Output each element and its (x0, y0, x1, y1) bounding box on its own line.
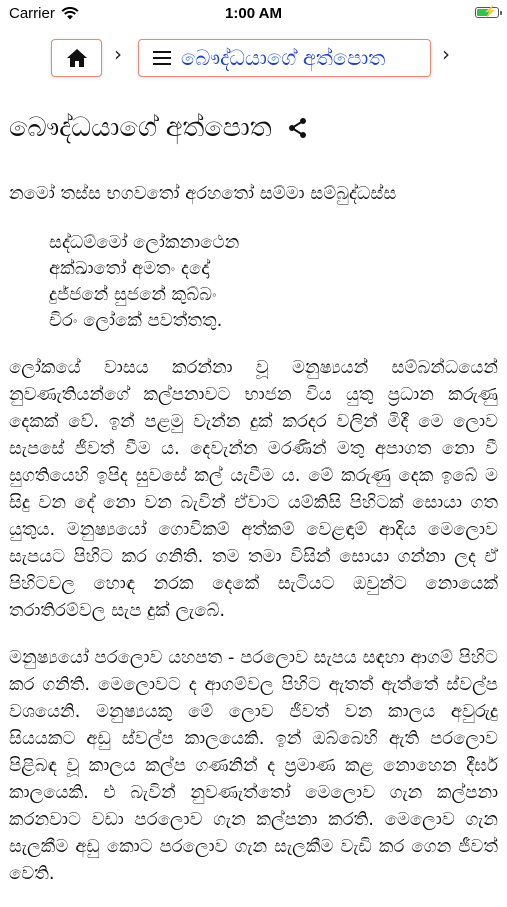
verse-line: දුජ්ජනේ සුජනේ කුබ්බං (49, 284, 217, 305)
verse (49, 230, 498, 334)
status-time: 1:00 AM (225, 5, 282, 22)
chevron-right-icon: › (114, 42, 122, 66)
charging-icon: ⚡ (483, 6, 497, 18)
battery-icon (475, 7, 499, 18)
carrier-label: Carrier (9, 5, 55, 22)
status-bar (0, 0, 507, 28)
home-icon (66, 48, 88, 68)
home-button[interactable] (51, 39, 102, 77)
status-right (475, 7, 499, 18)
verse-line: චිරං ලෝකේ පවත්තතු. (49, 310, 223, 331)
breadcrumb-label: බෞද්ධයාගේ අත්පොත (181, 45, 386, 70)
breadcrumb (0, 28, 507, 86)
page-title: බෞද්ධයාගේ අත්පොත (9, 112, 272, 143)
list-icon (153, 51, 171, 65)
verse-line: අක්ඛාතෝ අමතං දදෝ (49, 258, 210, 279)
breadcrumb-current-button[interactable] (138, 39, 431, 77)
article-body (9, 180, 498, 907)
salutation: නමෝ තස්ස භගවතෝ අරහතෝ සම්මා සම්බුද්ධස්ස (9, 183, 397, 204)
paragraph: ලෝකයේ වාසය කරන්නා වූ මනුෂ්‍යයන් සම්බන්ධයෙන් නුවණැතියන්ගේ කල්පනාවට භාජන විය යුතු ප්‍රධාන කරුණු දෙකක් වේ. ඉන් පළමු වැන්න දුක් කරදර වලින් මිදී මෙ ලොව සැපසේ ජීවත් වීම ය. දෙවැන්න මරණින් මතු අපාගත නො වී සුගතියෙහි ඉපිද සුවසේ කල් යැවීම ය. මේ කරුණු දෙක ඉබේ ම සිදු වන දේ නො වන බැවින් ඒවාට යම්කිසි පිහිටක් සොයා ගත යුතුය. මනුෂ්‍යයෝ ගොවිකම් අත්කම් වෙළඳාම් ආදිය මෙලොව සැපයට පිහිට කර ගනිති. තම තමා විසින් සොයා ගන්නා ලද ඒ පිහිටවල හොඳ නරක දෙකේ සැටියට ඔවුන්ට නොයෙක් තරාතිරම්වල සැප දුක් ලැබේ. (9, 357, 498, 621)
title-row (9, 112, 498, 144)
chevron-right-icon[interactable]: › (442, 42, 450, 66)
verse-line: සද්ධම්මෝ ලෝකනාථෙන (49, 232, 240, 253)
paragraph: මනුෂ්‍යයෝ පරලොව යහපත - පරලොව සැපය සඳහා ආගම් පිහිට කර ගනිති. මෙලොවට ද ආගම්වල පිහිට ඇතත් ඇත්තේ ස්වල්ප වශයෙනි. මනුෂ්‍යයකු මේ ලොව ජීවත් වන කාලය අවුරුදු සියයකට අඩු ස්වල්ප කාලයෙකි. ඉන් ඔබ්බෙහි ඇති පරලොව පිළිබඳ වූ කාලය කල්ප ගණනින් ද ප්‍රමාණ කළ නොහෙන දීර්ඝ කාලයෙකි. එ බැවින් නුවණැත්තෝ මෙලොව ගැන කල්පනා කරනවාට වඩා පරලොව ගැන කල්පනා කරති. මෙලොව ගැන සැලකීම අඩු කොට පරලොව ගැන සැලකීම වැඩි කර ගෙන ජීවත් වෙති. (9, 647, 498, 884)
share-icon[interactable] (288, 117, 308, 139)
